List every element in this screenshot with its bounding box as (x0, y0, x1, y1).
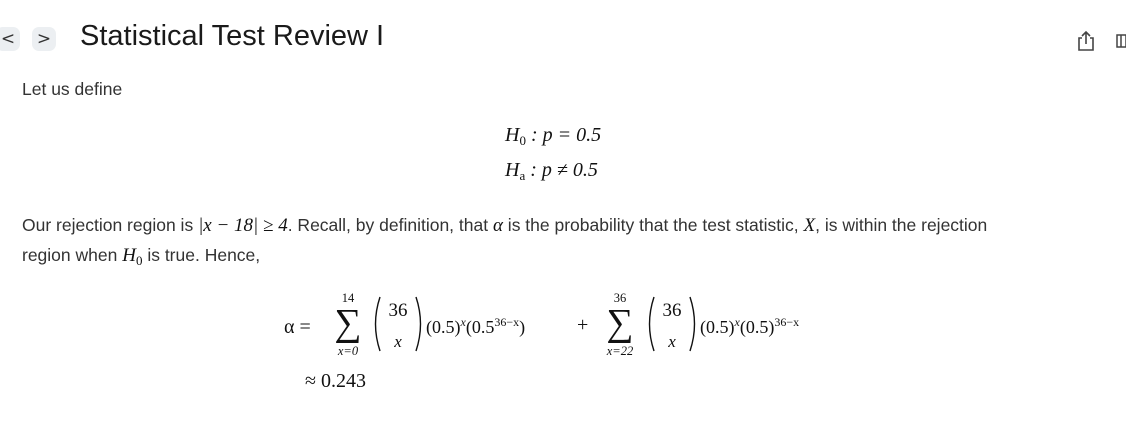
forward-button[interactable] (32, 27, 56, 51)
paragraph-line-2: region when $H_0$ is true. Hence, (22, 245, 261, 268)
paragraph-line-1: Our rejection region is |x − 18| ≥ 4. Recall, by definition, that α is the probability that the test statistic, X, is within the rejection (22, 215, 988, 236)
sum-1: 14 ∑ x=0 (334, 291, 362, 358)
page-title: Statistical Test Review I (80, 20, 385, 52)
term-2: $(0.5)^x(0.5)^{36-x}$ (700, 315, 800, 337)
statistic-symbol: X (803, 215, 816, 236)
chevron-left-icon: < (0, 29, 16, 49)
null-hypothesis: $H_0$ : p = 0.5 (505, 124, 602, 148)
binomial-coefficient-1 (370, 294, 426, 354)
chevron-right-icon: > (36, 29, 52, 49)
binom-1-k: x (394, 332, 402, 351)
intro-text: Let us define (22, 79, 123, 99)
binomial-coefficient-2 (644, 294, 700, 354)
binom-1-n: 36 (388, 300, 408, 321)
equation-lhs: α = (284, 316, 311, 338)
sum-2: 36 ∑ x=22 (606, 291, 634, 358)
panel-icon[interactable] (1116, 32, 1126, 50)
plus-sign: + (577, 314, 589, 336)
rejection-region-math: |x − 18| ≥ 4 (198, 215, 288, 236)
term-1: $(0.5)^x(0.5^{36-x})$ (426, 315, 526, 337)
alternative-hypothesis: $H_a$ : p ≠ 0.5 (505, 159, 598, 183)
binom-2-k: x (668, 332, 676, 351)
alpha-symbol: α (492, 215, 503, 236)
binom-2-n: 36 (662, 300, 682, 321)
back-button[interactable] (0, 27, 20, 51)
approximate-result: ≈ 0.243 (305, 370, 366, 392)
share-icon[interactable] (1076, 30, 1096, 52)
